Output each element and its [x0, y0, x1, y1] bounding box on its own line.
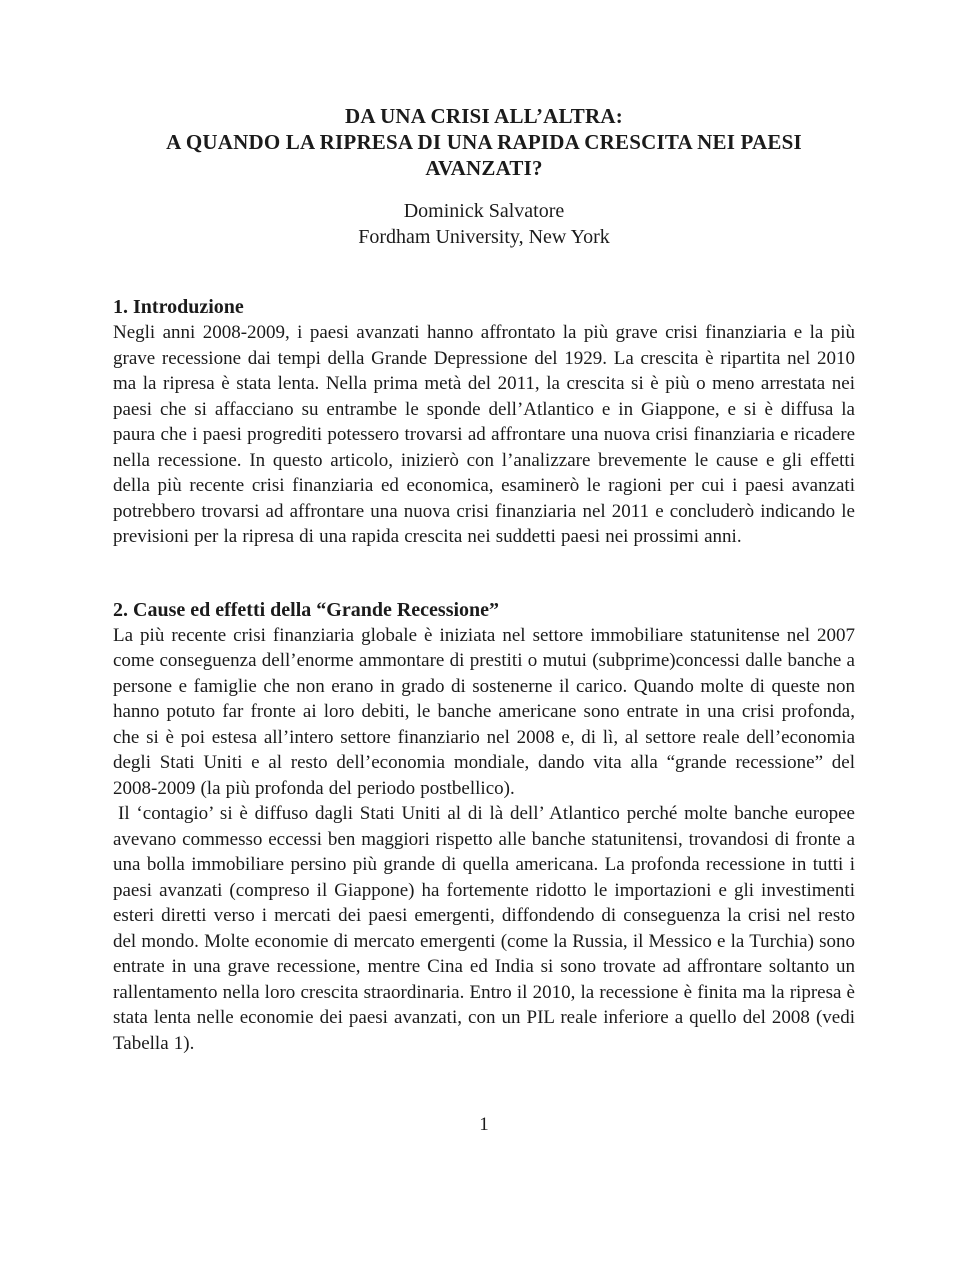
- paragraph: La più recente crisi finanziaria globale è iniziata nel settore immobiliare statunitense nel 2007 come conseguenza dell’enorme ammontare di prestiti o mutui (subprime)concessi dalle banche a persone e famiglie che non erano in grado di sostenerne il carico. Quando molte di queste non hanno potuto far fronte ai loro debiti, le banche americane sono entrate in una crisi profonda, che si è poi estesa all’intero settore finanziario nel 2008 e, di lì, al settore reale dell’economia degli Stati Uniti e al resto dell’economia mondiale, dando vita alla “grande recessione” del 2008-2009 (la più profonda del periodo postbellico).: [113, 624, 855, 799]
- section-heading: 1. Introduzione: [113, 296, 244, 318]
- paper-title: [113, 103, 855, 181]
- paper-title-line: A QUANDO LA RIPRESA DI UNA RAPIDA CRESCITA NEI PAESI: [166, 130, 802, 154]
- paper-title-line: AVANZATI?: [425, 156, 543, 180]
- section-cause-ed-effetti: [113, 597, 855, 1057]
- author-affiliation: Fordham University, New York: [358, 226, 610, 248]
- author-name: Dominick Salvatore: [403, 200, 565, 222]
- paper-title-line: DA UNA CRISI ALL’ALTRA:: [345, 104, 623, 128]
- section-heading: 2. Cause ed effetti della “Grande Recessione”: [113, 598, 500, 621]
- author-block: [113, 198, 855, 250]
- paragraph: Il ‘contagio’ si è diffuso dagli Stati Uniti al di là dell’ Atlantico perché molte banche europee avevano commesso eccessi ben maggiori rispetto alle banche statunitensi, trovandosi di fronte a una bolla immobiliare persino più grande di quella americana. La profonda recessione in tutti i paesi avanzati (compreso il Giappone) ha fortemente ridotto le importazioni e gli investimenti esteri diretti verso i mercati dei paesi emergenti, diffondendo di conseguenza la crisi nel resto del mondo. Molte economie di mercato emergenti (come la Russia, il Messico e la Turchia) sono entrate in una grave recessione, mentre Cina ed India si sono trovate ad affrontare soltanto un rallentamento nella loro crescita straordinaria. Entro il 2010, la recessione è finita ma la ripresa è stata lenta nelle economie dei paesi avanzati, con un PIL reale inferiore a quello del 2008 (vedi Tabella 1).: [113, 803, 855, 1054]
- page-number: 1: [479, 1114, 489, 1135]
- section-introduzione: [113, 294, 855, 550]
- paragraph: Negli anni 2008-2009, i paesi avanzati hanno affrontato la più grave crisi finanziaria e la più grave recessione dai tempi della Grande Depressione del 1929. La crescita è ripartita nel 2010 ma la ripresa è stata lenta. Nella prima metà del 2011, la crescita si è più o meno arrestata nei paesi che si affacciano su entrambe le sponde dell’Atlantico e in Giappone, e si è diffusa la paura che i paesi progrediti potessero trovarsi ad affrontare una nuova crisi finanziaria e ricadere nella recessione. In questo articolo, inizierò con l’analizzare brevemente le cause e gli effetti della più recente crisi finanziaria ed economica, esaminerò le ragioni per cui i paesi avanzati potrebbero trovarsi ad affrontare una nuova crisi finanziaria nel 2011 e concluderò indicando le previsioni per la ripresa di una rapida crescita nei suddetti paesi nei prossimi anni.: [113, 322, 855, 547]
